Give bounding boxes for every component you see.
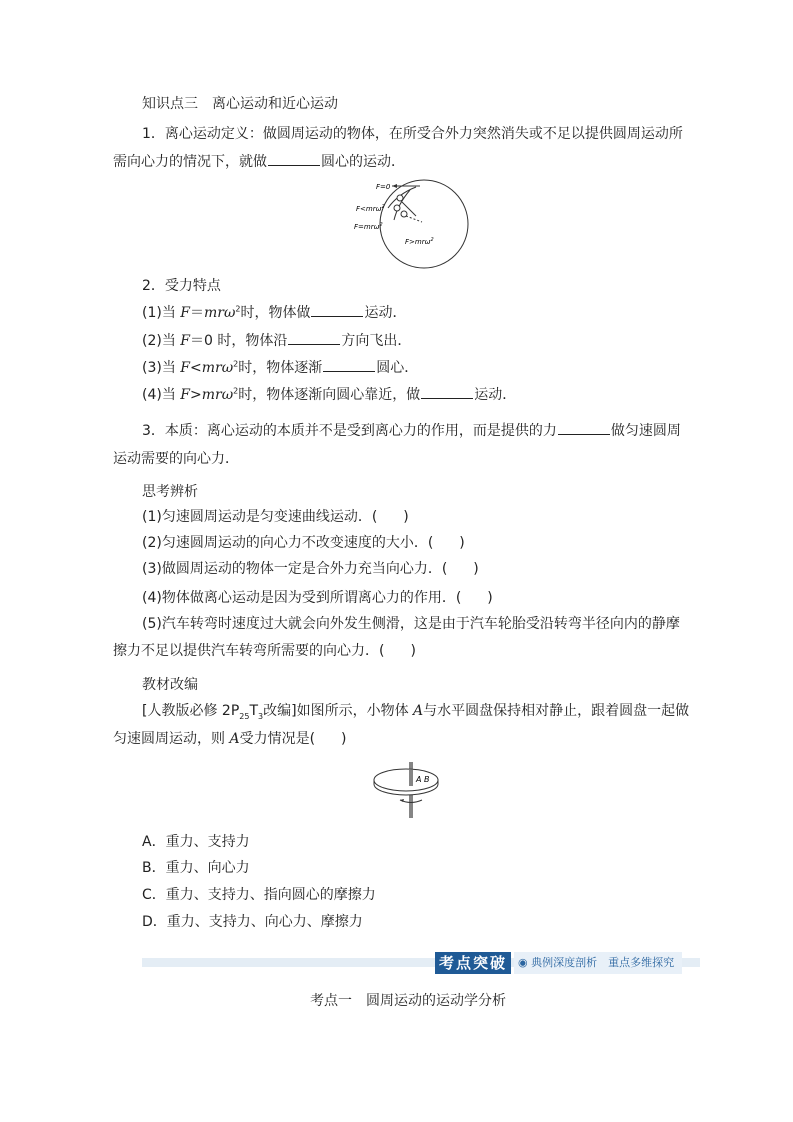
force-title: 2．受力特点 (142, 278, 221, 294)
banner-tag: 考点突破 (435, 952, 511, 974)
label-f0: F=0 (376, 183, 391, 191)
kaodian-1-title: 考点一 圆周运动的运动学分析 (310, 993, 506, 1009)
thinking-q5-line2: 擦力不足以提供汽车转弯所需要的向心力．( ) (113, 643, 416, 659)
banner-subtitle: ◉ 典例深度剖析 重点多维探究 (514, 952, 682, 974)
definition-line-2: 需向心力的情况下，就做 圆心的运动． (113, 151, 405, 172)
blank (288, 330, 340, 345)
label-feq: F=mrω$^2$ (354, 222, 383, 231)
option-c: C．重力、支持力、指向圆心的摩擦力 (142, 887, 376, 903)
option-d: D．重力、支持力、向心力、摩擦力 (142, 914, 363, 930)
essence-line-1: 3．本质：离心运动的本质并不是受到离心力的作用，而是提供的力 做匀速圆周 (142, 420, 681, 441)
kaodian-banner (142, 950, 700, 976)
essence-line-2: 运动需要的向心力． (113, 451, 239, 467)
blank (323, 357, 375, 372)
object-dot (394, 205, 400, 211)
force-item-2: (2)当 F＝0 时，物体沿 方向飞出． (142, 330, 411, 351)
dashed-radius (406, 216, 422, 222)
blank (558, 420, 610, 435)
centrifugal-diagram (350, 178, 470, 270)
force-item-3: (3)当 F<mrω$^2$时，物体逐渐 圆心． (142, 357, 418, 378)
thinking-q4: (4)物体做离心运动是因为受到所谓离心力的作用．( ) (142, 590, 493, 606)
arrow-head (392, 184, 397, 188)
thinking-title: 思考辨析 (142, 484, 198, 500)
label-a: A (416, 775, 422, 784)
orbit-circle (380, 180, 468, 268)
textbook-title: 教材改编 (142, 677, 198, 693)
option-a: A．重力、支持力 (142, 834, 250, 850)
blank (268, 151, 320, 166)
blank (421, 384, 473, 399)
textbook-source-line: [人教版必修 $2P_{25}T_3$改编]如图所示，小物体 A与水平圆盘保持相对静止，跟着圆盘一起做 (142, 703, 690, 721)
thinking-q5-line1: (5)汽车转弯时速度过大就会向外发生侧滑，这是由于汽车轮胎受沿转弯半径向内的静摩 (142, 616, 680, 632)
definition-line-1: 1．离心运动定义：做圆周运动的物体，在所受合外力突然消失或不足以提供圆周运动所 (142, 126, 683, 142)
force-item-4: (4)当 F>mrω$^2$时，物体逐渐向圆心靠近，做 运动． (142, 384, 516, 405)
thinking-q1: (1)匀速圆周运动是匀变速曲线运动．( ) (142, 509, 409, 525)
object-dot (397, 195, 403, 201)
option-b: B．重力、向心力 (142, 860, 250, 876)
thinking-q3: (3)做圆周运动的物体一定是合外力充当向心力．( ) (142, 561, 479, 577)
blank (311, 302, 363, 317)
textbook-question-line: 匀速圆周运动，则 A受力情况是( ) (113, 731, 347, 747)
force-item-1: (1)当 F＝mrω$^2$时，物体做 运动． (142, 302, 406, 323)
label-flt: F<mrω$^2$ (356, 204, 385, 213)
label-b: B (424, 775, 430, 784)
label-fgt: F>mrω$^2$ (405, 237, 434, 246)
thinking-q2: (2)匀速圆周运动的向心力不改变速度的大小．( ) (142, 535, 465, 551)
section-title: 知识点三 离心运动和近心运动 (142, 96, 338, 112)
rotating-disc-figure (370, 760, 440, 820)
